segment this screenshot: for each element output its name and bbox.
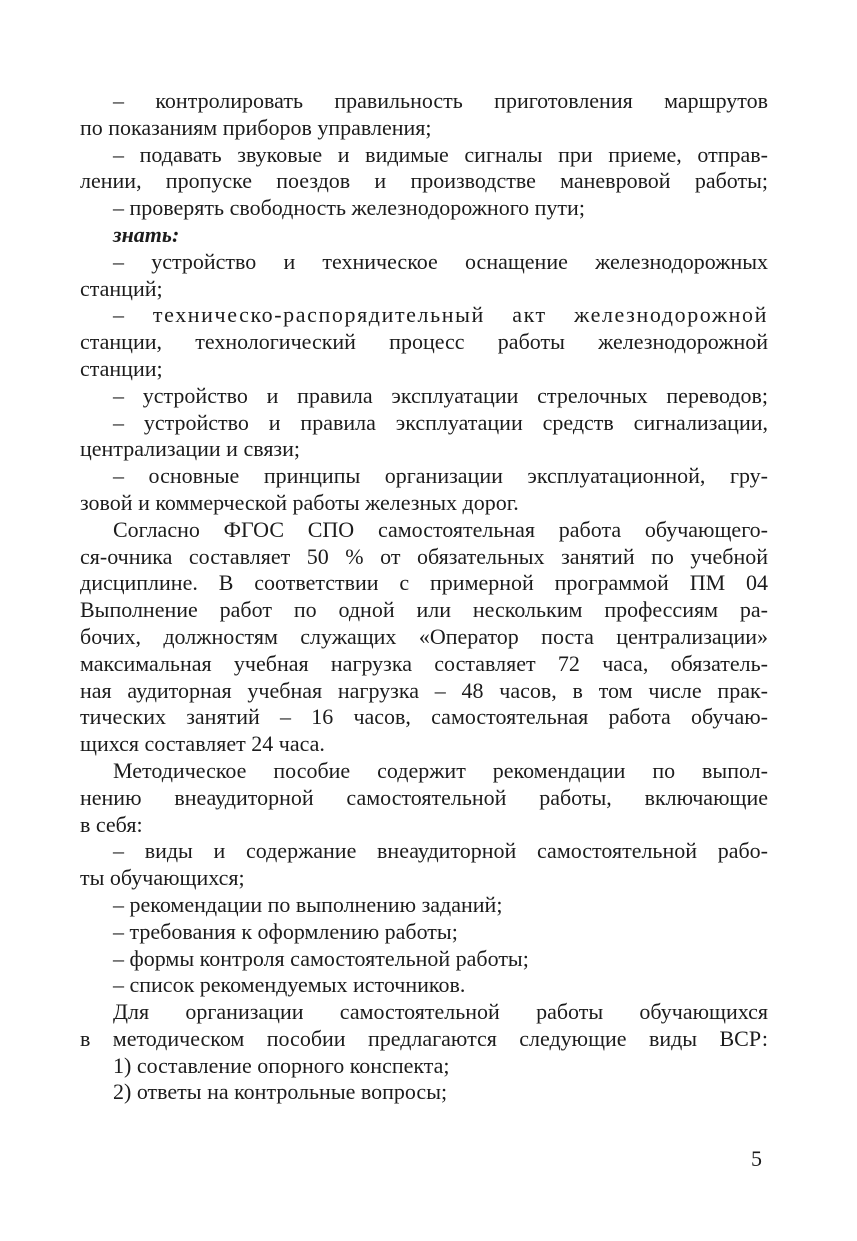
text-line: в себя: (80, 811, 143, 837)
text-line: – список рекомендуемых источников. (113, 972, 466, 998)
text-line: Выполнение работ по одной или нескольким профессиям ра- (80, 597, 768, 623)
text-line: станции; (80, 355, 163, 381)
text-line: – устройство и правила эксплуатации средств сигнализации, (113, 409, 768, 435)
paragraph (80, 758, 768, 838)
paragraph (80, 410, 768, 464)
text-line: щихся составляет 24 часа. (80, 731, 325, 757)
text-line: в методическом пособии предлагаются следующие виды ВСР: (80, 1025, 768, 1051)
text-line: – проверять свободность железнодорожного пути; (113, 195, 585, 221)
text-line: – формы контроля самостоятельной работы; (113, 945, 529, 971)
paragraph (80, 972, 768, 999)
paragraph (80, 302, 768, 382)
text-line: – устройство и правила эксплуатации стрелочных переводов; (113, 382, 768, 408)
text-line: 1) составление опорного конспекта; (113, 1052, 450, 1078)
text-line: станций; (80, 275, 163, 301)
text-line: – рекомендации по выполнению заданий; (113, 891, 503, 917)
text-line: максимальная учебная нагрузка составляет 72 часа, обязатель- (80, 650, 768, 676)
text-line: дисциплине. В соответствии с примерной программой ПМ 04 (80, 570, 768, 596)
text-line: по показаниям приборов управления; (80, 114, 432, 140)
paragraph (80, 919, 768, 946)
paragraph (80, 1079, 768, 1106)
page-number: 5 (751, 1146, 762, 1171)
text-line: тических занятий – 16 часов, самостоятельная работа обучаю- (80, 704, 768, 730)
text-line: Согласно ФГОС СПО самостоятельная работа обучающего- (113, 516, 768, 542)
text-line: – устройство и техническое оснащение железнодорожных (113, 248, 768, 274)
body-text (80, 88, 768, 1106)
text-line: бочих, должностям служащих «Оператор поста централизации» (80, 623, 768, 649)
paragraph (80, 892, 768, 919)
paragraph (80, 517, 768, 758)
paragraph (80, 838, 768, 892)
paragraph (80, 1053, 768, 1080)
paragraph (80, 383, 768, 410)
text-line: – техническо-распорядительный акт железнодорожной (113, 302, 768, 328)
text-line: централизации и связи; (80, 436, 301, 462)
text-line: 2) ответы на контрольные вопросы; (113, 1079, 448, 1105)
text-line: – контролировать правильность приготовления маршрутов (113, 88, 768, 113)
text-line: – требования к оформлению работы; (113, 918, 458, 944)
paragraph (80, 999, 768, 1053)
text-line: станции, технологический процесс работы железнодорожной (80, 329, 768, 355)
paragraph (80, 195, 768, 222)
text-line: Для организации самостоятельной работы обучающихся (113, 999, 768, 1025)
text-line: знать: (113, 221, 180, 247)
paragraph (80, 222, 768, 249)
paragraph (80, 249, 768, 303)
text-line: ты обучающихся; (80, 865, 245, 891)
text-line: – подавать звуковые и видимые сигналы при приеме, отправ- (113, 141, 768, 167)
paragraph (80, 463, 768, 517)
paragraph (80, 88, 768, 142)
text-line: Методическое пособие содержит рекомендации по выпол- (113, 757, 768, 783)
text-line: ная аудиторная учебная нагрузка – 48 часов, в том числе прак- (80, 677, 768, 703)
text-line: – основные принципы организации эксплуатационной, гру- (113, 463, 768, 489)
text-line: зовой и коммерческой работы железных дорог. (80, 489, 519, 515)
text-line: лении, пропуске поездов и производстве маневровой работы; (80, 168, 768, 194)
text-line: – виды и содержание внеаудиторной самостоятельной рабо- (113, 838, 768, 864)
text-line: нению внеаудиторной самостоятельной работы, включающие (80, 784, 768, 810)
text-line: ся-очника составляет 50 % от обязательных занятий по учебной (80, 543, 768, 569)
paragraph (80, 142, 768, 196)
paragraph (80, 946, 768, 973)
